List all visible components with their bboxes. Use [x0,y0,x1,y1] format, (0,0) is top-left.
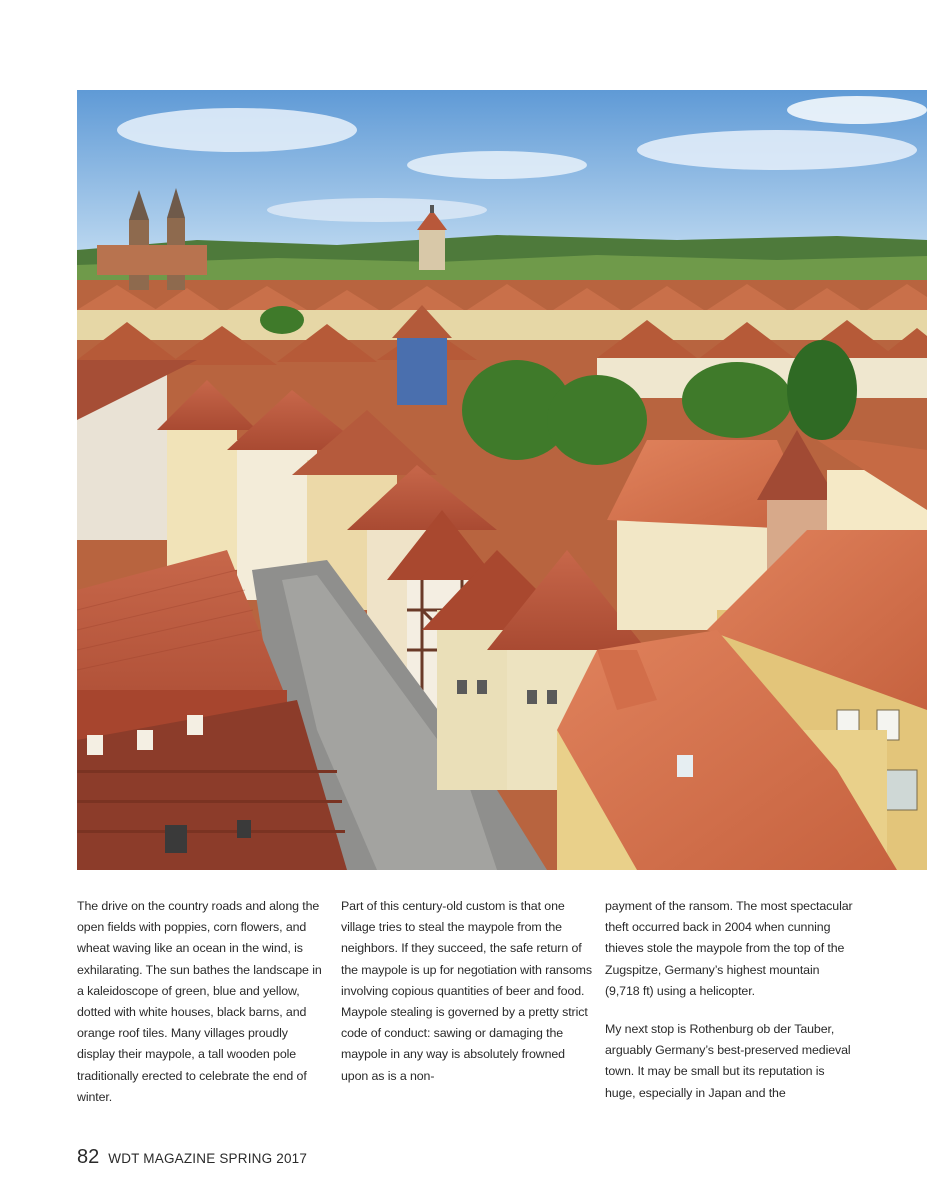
magazine-issue: WDT MAGAZINE SPRING 2017 [108,1151,308,1166]
page-number: 82 [77,1146,100,1168]
page-footer [77,1146,307,1172]
paragraph: The drive on the country roads and along the open fields with poppies, corn flowers, and wheat waving like an ocean in the wind, is exhilarating. The sun bathes the landscape in a kaleidoscope of green, blue and yellow, dotted with white houses, black barns, and orange roof tiles. Many villages proudly display their maypole, a tall wooden pole traditionally erected to celebrate the end of winter. [77,899,322,1104]
paragraph: My next stop is Rothenburg ob der Tauber, arguably Germany’s best-preserved medieval town. It may be small but its reputation is huge, especially in Japan and the [605,1022,851,1100]
town-rooftops-photo [77,90,927,870]
text-column-3 [605,896,857,1104]
text-column-2 [341,896,593,1087]
text-column-1 [77,896,329,1108]
paragraph: Part of this century-old custom is that one village tries to steal the maypole from the neighbors. If they succeed, the safe return of the maypole is up for negotiation with ransoms involving copious quantities of beer and food. Maypole stealing is governed by a pretty strict code of conduct: sawing or damaging the maypole in any way is absolutely frowned upon as is a non- [341,899,592,1083]
paragraph: payment of the ransom. The most spectacular theft occurred back in 2004 when cunning thieves stole the maypole from the top of the Zugspitze, Germany’s highest mountain (9,718 ft) using a helicopter. [605,899,853,998]
